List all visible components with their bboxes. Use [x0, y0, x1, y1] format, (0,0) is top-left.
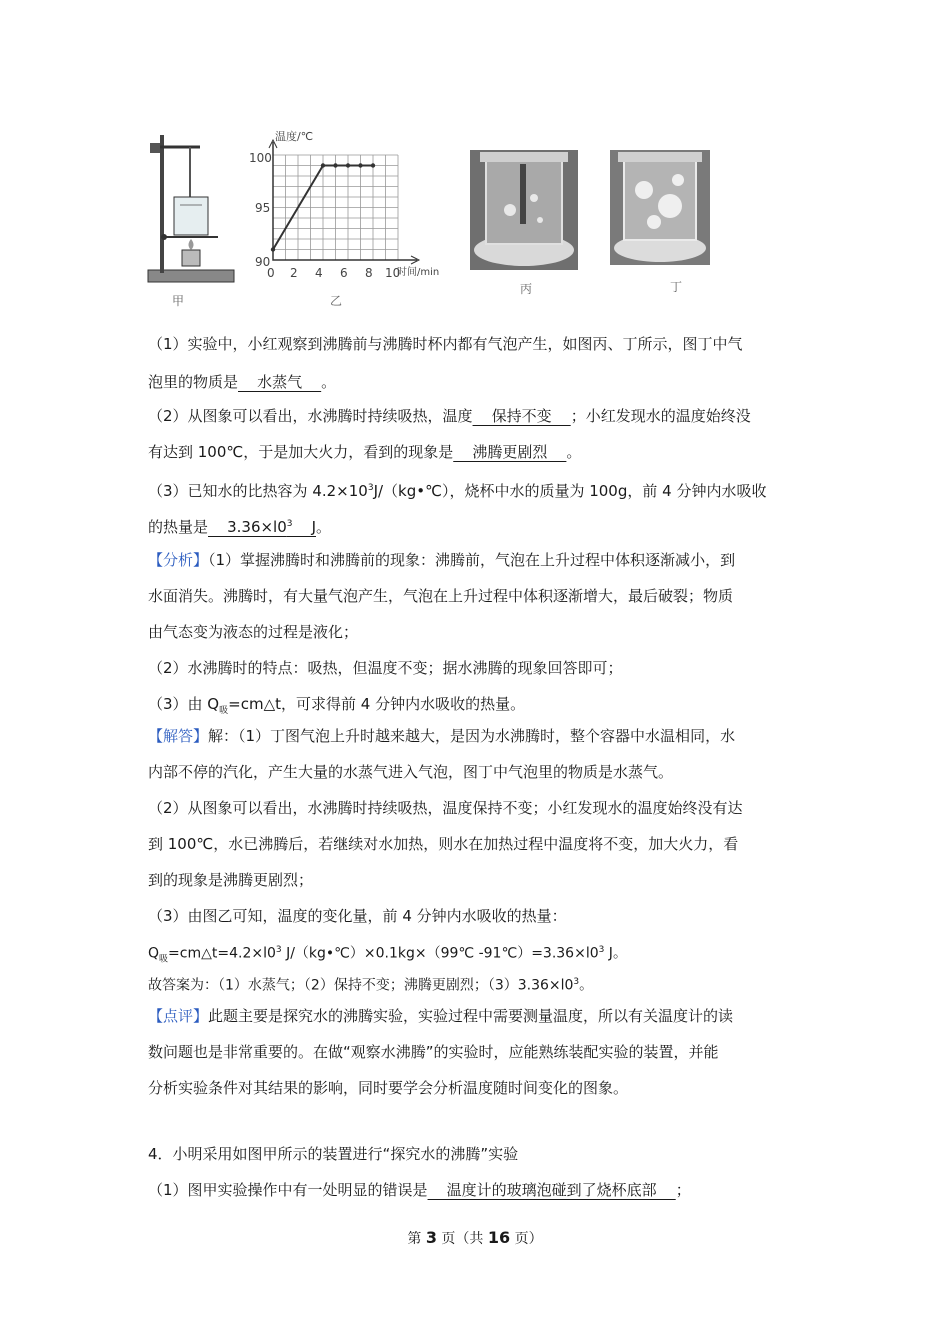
photo-before-boiling: [470, 150, 578, 270]
question-1-line-2: 泡里的物质是 水蒸气 。: [148, 373, 337, 391]
answer-line-3: （2）从图象可以看出，水沸腾时持续吸热，温度保持不变；小红发现水的温度始终没有达: [148, 799, 743, 817]
graph-xtick-0: 0: [267, 266, 275, 280]
graph-grid: [273, 155, 398, 260]
graph-y-label: 温度/℃: [275, 130, 314, 143]
temperature-graph: [245, 120, 455, 290]
photo-before-boiling-label: 丙: [520, 282, 533, 296]
photo-during-boiling: [610, 150, 710, 265]
answer-formula: $Q_吸=cm\triangle t=4.2\times l0^3$ J/（kg•℃）×0.1kg×（99℃ $-91℃)=3.36\times l0^3$ J。: [148, 945, 627, 965]
data-point: [346, 163, 350, 167]
question-2-line-2: 有达到 100℃，于是加大火力，看到的现象是 沸腾更剧烈 。: [148, 443, 582, 461]
answer-blank-thermometer: 温度计的玻璃泡碰到了烧杯底部: [427, 1181, 676, 1199]
apparatus-label: 甲: [172, 294, 185, 308]
data-point: [371, 163, 375, 167]
graph-xtick-2: 2: [290, 266, 298, 280]
question-4-part-1: （1）图甲实验操作中有一处明显的错误是 温度计的玻璃泡碰到了烧杯底部 ；: [148, 1181, 691, 1199]
page-footer: 第 3 页（共 16 页）: [407, 1228, 543, 1247]
graph-ytick-95: 95: [255, 201, 271, 215]
answer-line-5: 到的现象是沸腾更剧烈；: [148, 871, 314, 889]
graph-label: 乙: [330, 294, 343, 308]
question-1-line-1: （1）实验中，小红观察到沸腾前与沸腾时杯内都有气泡产生，如图丙、丁所示，图丁中气: [148, 335, 743, 353]
analysis-line-3: 由气态变为液态的过程是液化；: [148, 623, 359, 641]
analysis-line-5: （3）由 $Q_吸=cm\triangle t$，可求得前 4 分钟内水吸收的热量。: [148, 695, 526, 716]
answer-line-2: 内部不停的汽化，产生大量的水蒸气进入气泡，图丁中气泡里的物质是水蒸气。: [148, 763, 674, 781]
graph-ytick-100: 100: [249, 151, 272, 165]
comment-line-2: 数问题也是非常重要的。在做“观察水沸腾”的实验时，应能熟练装配实验的装置，并能: [148, 1043, 719, 1061]
graph-ytick-90: 90: [255, 255, 271, 269]
data-point: [333, 163, 337, 167]
analysis-line-1: 【分析】（1）掌握沸腾时和沸腾前的现象：沸腾前，气泡在上升过程中体积逐渐减小，到: [148, 551, 736, 569]
answer-summary: 故答案为：（1）水蒸气；（2）保持不变；沸腾更剧烈；$(3)3.36\times l0^3$。: [148, 977, 594, 994]
answer-blank-constant: 保持不变: [472, 407, 571, 425]
analysis-line-2: 水面消失。沸腾时，有大量气泡产生，气泡在上升过程中体积逐渐增大，最后破裂；物质: [148, 587, 734, 605]
graph-xtick-6: 6: [340, 266, 348, 280]
graph-x-label: 时间/min: [397, 267, 440, 278]
graph-xtick-10: 10: [385, 266, 401, 280]
answer-blank-boiling: 沸腾更剧烈: [453, 443, 567, 461]
answer-line-6: （3）由图乙可知，温度的变化量，前 4 分钟内水吸收的热量：: [148, 907, 567, 925]
question-3-line-2: 的热量是 $3.36\times l0^3$ J。: [148, 518, 332, 536]
photo-during-boiling-label: 丁: [670, 280, 683, 294]
analysis-line-4: （2）水沸腾时的特点：吸热，但温度不变；据水沸腾的现象回答即可；: [148, 659, 623, 677]
graph-axes: [269, 140, 419, 264]
comment-line-3: 分析实验条件对其结果的影响，同时要学会分析温度随时间变化的图象。: [148, 1079, 629, 1097]
answer-line-1: 【解答】解：（1）丁图气泡上升时越来越大，是因为水沸腾时，整个容器中水温相同，水: [148, 727, 736, 745]
analysis-tag: 【分析】: [148, 551, 209, 569]
comment-tag: 【点评】: [148, 1007, 209, 1025]
question-4-title: 4．小明采用如图甲所示的装置进行“探究水的沸腾”实验: [148, 1145, 519, 1163]
apparatus-figure: [140, 125, 240, 290]
figure-row: [140, 120, 740, 310]
question-3-line-1: （3）已知水的比热容为 $4.2\times 10^3J/(kg•℃)$，烧杯中水的质量为 100g，前 4 分钟内水吸收: [148, 482, 767, 500]
current-page: 3: [425, 1228, 437, 1247]
axis-lines: [273, 142, 417, 260]
data-point: [271, 247, 275, 251]
answer-blank-heat: $3.36\times l0^3$ J: [208, 518, 316, 536]
graph-xtick-4: 4: [315, 266, 323, 280]
answer-tag: 【解答】: [148, 727, 209, 745]
question-2-line-1: （2）从图象可以看出，水沸腾时持续吸热，温度 保持不变 ；小红发现水的温度始终没: [148, 407, 751, 425]
data-point: [358, 163, 362, 167]
graph-xtick-8: 8: [365, 266, 373, 280]
answer-line-4: 到 100℃，水已沸腾后，若继续对水加热，则水在加热过程中温度将不变，加大火力，看: [148, 835, 739, 853]
comment-line-1: 【点评】此题主要是探究水的沸腾实验，实验过程中需要测量温度，所以有关温度计的读: [148, 1007, 734, 1025]
answer-blank-vapor: 水蒸气: [238, 373, 322, 391]
total-pages: 16: [487, 1228, 511, 1247]
data-point: [321, 163, 325, 167]
